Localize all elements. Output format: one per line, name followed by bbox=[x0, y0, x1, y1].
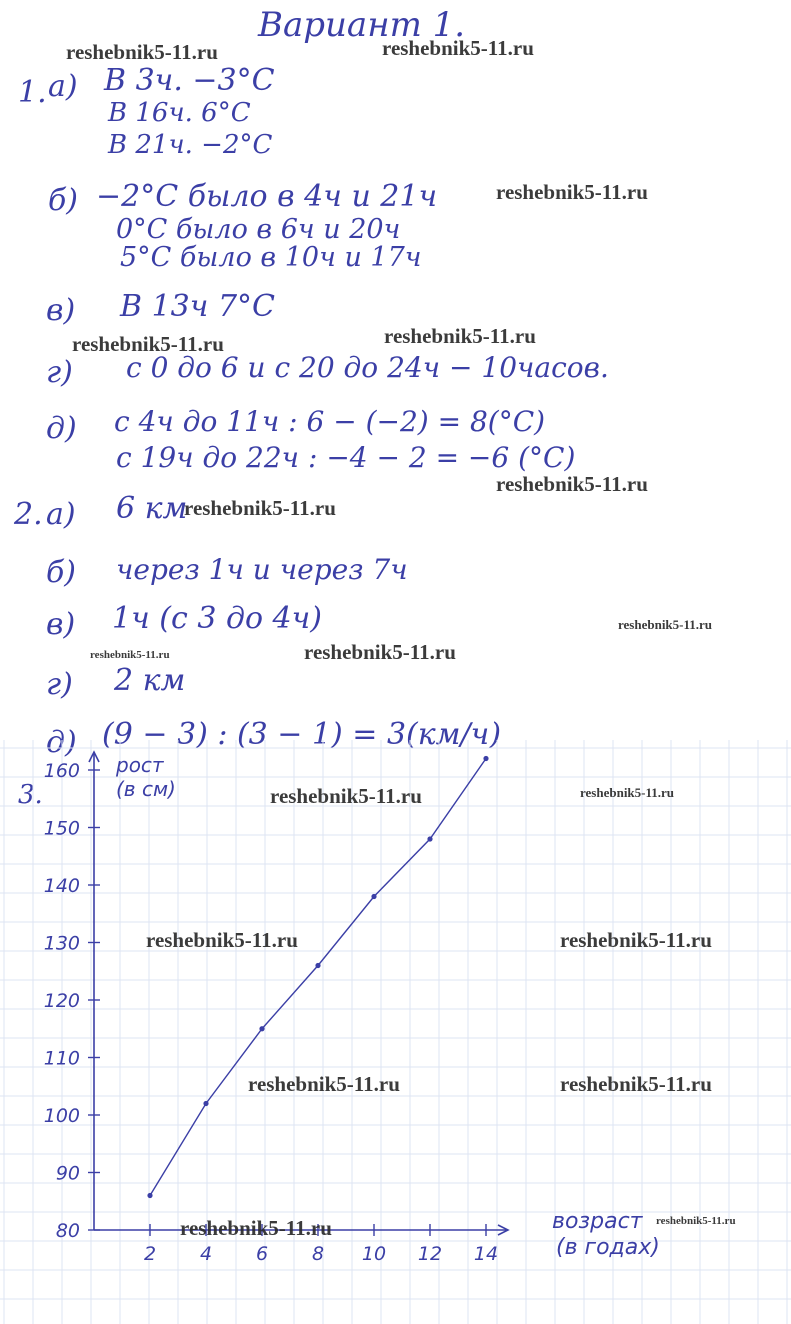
task2-v-text: 1ч (с 3 до 4ч) bbox=[112, 601, 323, 636]
watermark: reshebnik5-11.ru bbox=[618, 617, 713, 632]
x-axis-label: возраст bbox=[552, 1209, 643, 1234]
y-tick-label: 130 bbox=[43, 932, 80, 955]
task1-b-line: −2°C было в 4ч и 21ч bbox=[96, 179, 438, 214]
y-axis-label-unit: (в см) bbox=[116, 777, 176, 801]
watermark: reshebnik5-11.ru bbox=[184, 496, 336, 520]
task1-a-line: В 21ч. −2°C bbox=[108, 130, 273, 160]
watermark: reshebnik5-11.ru bbox=[304, 640, 456, 664]
task1-v-text: В 13ч 7°C bbox=[120, 289, 275, 324]
height-age-graph bbox=[0, 740, 791, 1324]
y-tick-label: 90 bbox=[55, 1162, 80, 1185]
watermark: reshebnik5-11.ru bbox=[270, 784, 422, 808]
x-tick-label: 12 bbox=[417, 1243, 443, 1265]
series-line bbox=[150, 759, 486, 1196]
watermark: reshebnik5-11.ru bbox=[248, 1072, 400, 1096]
task1-d-line: с 4ч до 11ч : 6 − (−2) = 8(°C) bbox=[114, 405, 546, 438]
task2-number: 2. bbox=[14, 497, 43, 532]
task1-d-label: д) bbox=[46, 411, 77, 446]
task2-d-label: д) bbox=[46, 725, 77, 760]
watermark: reshebnik5-11.ru bbox=[66, 40, 218, 64]
y-axis-label: рост bbox=[116, 753, 164, 777]
x-axis-label-unit: (в годах) bbox=[556, 1235, 660, 1260]
task1-b-line: 0°C было в 6ч и 20ч bbox=[116, 214, 401, 245]
task1-number: 1. bbox=[18, 75, 47, 110]
data-point bbox=[259, 1026, 264, 1031]
x-tick-label: 10 bbox=[361, 1243, 387, 1265]
task1-d-line: с 19ч до 22ч : −4 − 2 = −6 (°C) bbox=[116, 441, 576, 474]
task1-b-line: 5°C было в 10ч и 17ч bbox=[120, 242, 422, 273]
watermark: reshebnik5-11.ru bbox=[560, 928, 712, 952]
data-point bbox=[483, 756, 488, 761]
y-tick-label: 140 bbox=[43, 875, 80, 897]
task1-a-label: а) bbox=[48, 69, 78, 104]
data-point bbox=[203, 1101, 208, 1106]
y-tick-label: 160 bbox=[43, 760, 80, 782]
x-tick-label: 8 bbox=[311, 1243, 325, 1265]
variant-title: Вариант 1. bbox=[258, 5, 466, 45]
watermark: reshebnik5-11.ru bbox=[560, 1072, 712, 1096]
task1-a-line: В 3ч. −3°C bbox=[104, 63, 275, 98]
x-tick-label: 2 bbox=[143, 1243, 157, 1265]
task2-d-text: (9 − 3) : (3 − 1) = 3(км/ч) bbox=[102, 717, 502, 752]
task2-g-label: г) bbox=[46, 667, 73, 702]
task2-b-text: через 1ч и через 7ч bbox=[116, 553, 408, 586]
task2-a-label: а) bbox=[46, 497, 76, 532]
watermark: reshebnik5-11.ru bbox=[580, 785, 675, 800]
watermark: reshebnik5-11.ru bbox=[384, 324, 536, 348]
task2-v-label: в) bbox=[46, 607, 76, 642]
watermark: reshebnik5-11.ru bbox=[72, 332, 224, 356]
watermark: reshebnik5-11.ru bbox=[90, 649, 170, 661]
watermark: reshebnik5-11.ru bbox=[496, 180, 648, 204]
y-tick-label: 80 bbox=[55, 1220, 80, 1242]
watermark: reshebnik5-11.ru bbox=[382, 36, 534, 60]
task1-g-label: г) bbox=[46, 355, 73, 390]
y-tick-label: 150 bbox=[43, 817, 80, 840]
task3-number: 3. bbox=[18, 780, 43, 810]
watermark: reshebnik5-11.ru bbox=[496, 472, 648, 496]
task1-b-label: б) bbox=[48, 183, 79, 218]
data-point bbox=[315, 963, 320, 968]
task1-a-line: В 16ч. 6°C bbox=[108, 98, 251, 128]
watermark: reshebnik5-11.ru bbox=[146, 928, 298, 952]
y-tick-label: 110 bbox=[43, 1047, 80, 1070]
watermark: reshebnik5-11.ru bbox=[180, 1216, 332, 1240]
task1-g-text: с 0 до 6 и с 20 до 24ч − 10часов. bbox=[126, 351, 609, 384]
x-tick-label: 4 bbox=[199, 1243, 213, 1265]
task2-g-text: 2 км bbox=[114, 663, 186, 698]
data-point bbox=[427, 836, 432, 841]
task1-v-label: в) bbox=[46, 293, 76, 328]
watermark: reshebnik5-11.ru bbox=[656, 1215, 736, 1227]
x-tick-label: 14 bbox=[473, 1243, 499, 1265]
y-tick-label: 100 bbox=[43, 1105, 80, 1127]
task2-a-text: 6 км bbox=[116, 491, 188, 526]
task2-b-label: б) bbox=[46, 555, 77, 590]
data-point bbox=[147, 1193, 152, 1198]
y-tick-label: 120 bbox=[43, 990, 80, 1012]
x-tick-label: 6 bbox=[255, 1243, 269, 1265]
data-point bbox=[371, 894, 376, 899]
